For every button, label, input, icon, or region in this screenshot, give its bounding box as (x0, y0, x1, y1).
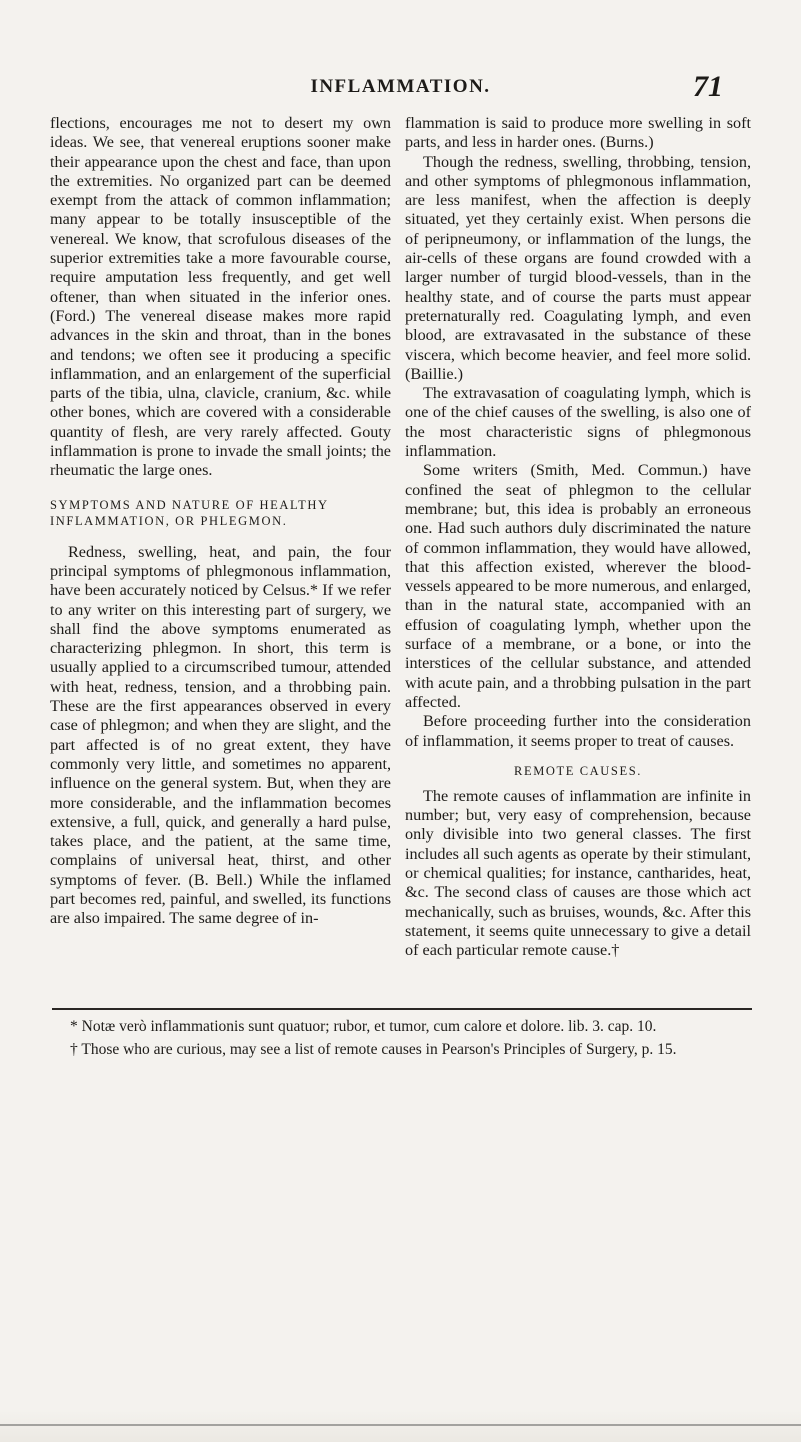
page-header (0, 70, 801, 110)
running-title: INFLAMMATION. (310, 76, 491, 97)
section-heading: REMOTE CAUSES. (514, 763, 642, 778)
footnote: * Notæ verò inflammationis sunt quatuor; rubor, et tumor, cum calore et dolore. lib. 3. cap. 10. (70, 1018, 657, 1035)
body-paragraph: flections, encourages me not to desert my own ideas. We see, that venereal eruptions sooner make their appearance upon the chest and face, than upon the extremities. No organized part can be deemed exempt from the attack of common inflammation; many appear to be totally insusceptible of the venereal. We know, that scrofulous diseases of the superior extremities take a more favourable course, require amputation less frequently, and get well oftener, than when situated in the inferior ones. (Ford.) The venereal disease makes more rapid advances in the skin and throat, than in the bones and tendons; we often see it producing a specific inflammation, and an enlargement of the superficial parts of the tibia, ulna, clavicle, cranium, &c. while other bones, which are covered with a considerable quantity of flesh, are very rarely affected. Gouty inflammation is prone to invade the small joints; the rheumatic the large ones. (50, 114, 391, 480)
body-paragraph: The remote causes of inflammation are infinite in number; but, very easy of comprehension, because only divisible into two general classes. The first includes all such agents as operate by their stimulant, or chemical qualities; for instance, cantharides, heat, &c. The second class of causes are those which act mechanically, such as bruises, wounds, &c. After this statement, it seems quite unnecessary to give a detail of each particular remote cause.† (405, 786, 751, 960)
left-column (50, 114, 391, 929)
page-number: 71 (693, 70, 723, 103)
body-paragraph: Redness, swelling, heat, and pain, the four principal symptoms of phlegmonous inflammation, have been accurately noticed by Celsus.* If we refer to any writer on this interesting part of surgery, we shall find the above symptoms enumerated as characterizing phlegmon. In short, this term is usually applied to a circumscribed tumour, attended with heat, redness, tension, and a throbbing pain. These are the first appearances observed in every case of phlegmon; and when they are slight, and the part affected is of no great extent, they have commonly very little, and sometimes no apparent, influence on the general system. But, when they are more considerable, and the inflammation becomes extensive, a full, quick, and generally a hard pulse, takes place, and the patient, at the same time, complains of universal heat, thirst, and other symptoms of fever. (B. Bell.) While the inflamed part becomes red, painful, and swelled, its functions are also impaired. The same degree of in- (50, 542, 391, 928)
body-paragraph: flammation is said to produce more swelling in soft parts, and less in harder ones. (Burns.) (405, 114, 751, 152)
body-paragraph: Though the redness, swelling, throbbing, tension, and other symptoms of phlegmonous inflammation, are less manifest, when the affection is deeply situated, yet they certainly exist. When persons die of peripneumony, or inflammation of the lungs, the air-cells of these organs are found crowded with a larger number of turgid blood-vessels, than in the healthy state, and of course the parts must appear preternaturally red. Coagulating lymph, and even blood, are extravasated in the substance of these viscera, which become heavier, and feel more solid. (Baillie.) (405, 152, 751, 383)
footnotes (52, 1018, 752, 1063)
body-paragraph: The extravasation of coagulating lymph, which is one of the chief causes of the swelling, is also one of the most characteristic signs of phlegmonous inflammation. (405, 384, 751, 461)
footnote: † Those who are curious, may see a list of remote causes in Pearson's Principles of Surgery, p. 15. (70, 1040, 677, 1058)
body-paragraph: Before proceeding further into the consideration of inflammation, it seems proper to treat of causes. (405, 712, 751, 750)
section-heading: SYMPTOMS AND NATURE OF HEALTHY INFLAMMATION, OR PHLEGMON. (50, 497, 329, 528)
page-bottom-edge (0, 1410, 801, 1442)
scan-edge-line (0, 1424, 801, 1426)
footnote-divider (52, 1008, 752, 1010)
right-column (405, 114, 751, 960)
body-paragraph: Some writers (Smith, Med. Commun.) have confined the seat of phlegmon to the cellular membrane; but, this idea is probably an erroneous one. Had such authors duly discriminated the nature of common inflammation, they would have allowed, that this affection existed, wherever the blood-vessels appeared to be more numerous, and enlarged, than in the natural state, accompanied with an effusion of coagulating lymph, whether upon the surface of a membrane, or a bone, or into the interstices of the cellular substance, and attended with acute pain, and a throbbing pulsation in the part affected. (405, 461, 751, 711)
